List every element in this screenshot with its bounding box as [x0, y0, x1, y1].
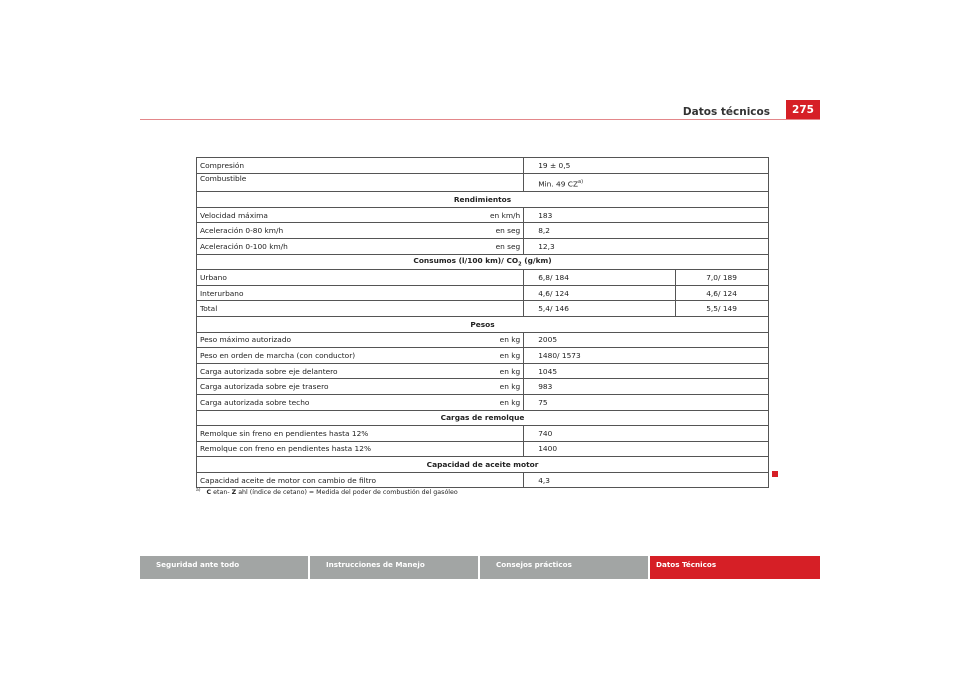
row-value: 75 — [524, 394, 769, 410]
header-divider — [140, 119, 820, 120]
row-value: 4,3 — [524, 472, 769, 488]
row-label: Interurbano — [197, 285, 524, 301]
table-row — [197, 332, 769, 348]
table-row — [197, 207, 769, 223]
row-value: 983 — [524, 379, 769, 395]
row-unit: en km/h — [487, 207, 524, 223]
row-value-2: 5,5/ 149 — [676, 301, 769, 317]
table-row — [197, 348, 769, 364]
section-end-marker — [772, 471, 778, 477]
row-label: Aceleración 0-80 km/h — [197, 223, 488, 239]
table-row — [197, 285, 769, 301]
footnote-mark: a) — [196, 488, 201, 493]
footnote-reference[interactable]: a) — [578, 179, 584, 186]
section-title-consumos — [197, 254, 769, 270]
row-label: Urbano — [197, 270, 524, 286]
section-header — [197, 457, 769, 473]
row-label: Capacidad aceite de motor con cambio de filtro — [197, 472, 524, 488]
row-value: 740 — [524, 426, 769, 442]
row-unit: en kg — [487, 394, 524, 410]
footnote-text-2: ahl (índice de cetano) = Medida del poder de combustión del gasóleo — [236, 489, 458, 497]
section-title-remolque: Cargas de remolque — [197, 410, 769, 426]
row-unit: en seg — [487, 223, 524, 239]
section-title-aceite: Capacidad de aceite motor — [197, 457, 769, 473]
combustible-value: Min. 49 CZ — [538, 179, 579, 189]
row-label: Total — [197, 301, 524, 317]
footnote-text-1: etan- — [211, 489, 232, 497]
row-label: Compresión — [197, 158, 524, 174]
section-title-pesos: Pesos — [197, 316, 769, 332]
section-header — [197, 192, 769, 208]
row-value: 2005 — [524, 332, 769, 348]
row-label: Carga autorizada sobre techo — [197, 394, 488, 410]
row-label: Remolque con freno en pendientes hasta 12% — [197, 441, 524, 457]
row-value: 1400 — [524, 441, 769, 457]
section-header — [197, 316, 769, 332]
footnote — [196, 488, 458, 496]
row-value: 1045 — [524, 363, 769, 379]
row-value: 19 ± 0,5 — [524, 158, 769, 174]
row-value: 8,2 — [524, 223, 769, 239]
page-number-badge: 275 — [786, 100, 820, 119]
nav-tab-instrucciones[interactable]: Instrucciones de Manejo — [310, 556, 478, 579]
row-value-2: 7,0/ 189 — [676, 270, 769, 286]
row-label: Peso máximo autorizado — [197, 332, 488, 348]
table-row — [197, 379, 769, 395]
table-row — [197, 238, 769, 254]
row-label: Aceleración 0-100 km/h — [197, 238, 488, 254]
page-header-title: Datos técnicos — [682, 106, 770, 118]
row-unit: en seg — [487, 238, 524, 254]
technical-data-table — [196, 157, 769, 488]
consumos-title-suffix: (g/km) — [521, 256, 552, 266]
nav-tab-datos-tecnicos[interactable]: Datos Técnicos — [650, 556, 820, 579]
row-label: Remolque sin freno en pendientes hasta 12% — [197, 426, 524, 442]
section-title-rendimientos: Rendimientos — [197, 192, 769, 208]
table-row — [197, 223, 769, 239]
row-label: Combustible — [197, 173, 524, 192]
table-row — [197, 363, 769, 379]
row-unit: en kg — [487, 332, 524, 348]
section-header — [197, 410, 769, 426]
row-label: Peso en orden de marcha (con conductor) — [197, 348, 488, 364]
row-value-1: 6,8/ 184 — [524, 270, 676, 286]
row-label: Carga autorizada sobre eje trasero — [197, 379, 488, 395]
nav-tab-consejos[interactable]: Consejos prácticos — [480, 556, 648, 579]
row-label: Carga autorizada sobre eje delantero — [197, 363, 488, 379]
table-row — [197, 441, 769, 457]
row-unit: en kg — [487, 363, 524, 379]
footnote-c: C — [206, 489, 212, 497]
nav-tab-seguridad[interactable]: Seguridad ante todo — [140, 556, 308, 579]
table-row — [197, 158, 769, 174]
row-value: 183 — [524, 207, 769, 223]
row-value: 1480/ 1573 — [524, 348, 769, 364]
row-value-1: 4,6/ 124 — [524, 285, 676, 301]
row-value — [524, 173, 769, 192]
chapter-nav-bar — [140, 556, 820, 579]
footnote-z: Z — [231, 489, 237, 497]
table-row — [197, 173, 769, 192]
row-value: 12,3 — [524, 238, 769, 254]
section-header — [197, 254, 769, 270]
row-label: Velocidad máxima — [197, 207, 488, 223]
table-row — [197, 301, 769, 317]
table-row — [197, 270, 769, 286]
consumos-title-subscript: 2 — [518, 261, 522, 268]
consumos-title-prefix: Consumos (l/100 km)/ CO — [413, 256, 519, 266]
table-row — [197, 426, 769, 442]
row-unit: en kg — [487, 348, 524, 364]
table-row — [197, 472, 769, 488]
row-unit: en kg — [487, 379, 524, 395]
row-value-1: 5,4/ 146 — [524, 301, 676, 317]
row-value-2: 4,6/ 124 — [676, 285, 769, 301]
table-row — [197, 394, 769, 410]
